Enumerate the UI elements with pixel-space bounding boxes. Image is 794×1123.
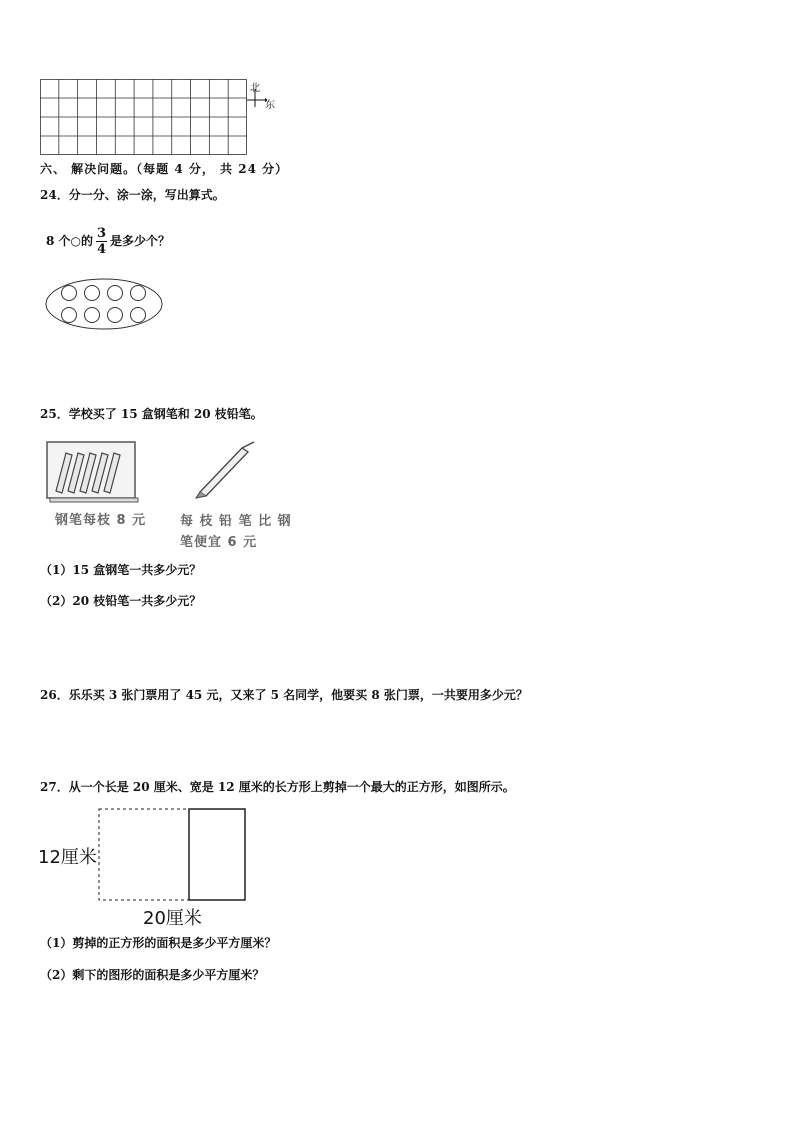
q25-sub2: （2）20 枝铅笔一共多少元？ (40, 594, 202, 608)
circle-item (62, 308, 77, 323)
circle-item (85, 308, 100, 323)
q27-prompt: 27．从一个长是 20 厘米、宽是 12 厘米的长方形上剪掉一个最大的正方形，如图所示。 (40, 780, 515, 794)
pen-box-icon (46, 441, 140, 503)
q26-prompt: 26．乐乐买 3 张门票用了 45 元，又来了 5 名同学，他要买 8 张门票，一共要用多少元？ (40, 688, 528, 702)
width-label: 20厘米 (143, 908, 202, 929)
height-label: 12厘米 (38, 847, 97, 868)
q24-circles-oval (44, 277, 164, 331)
fraction-denominator: 4 (97, 242, 107, 257)
circle-item (131, 286, 146, 301)
circle-item (108, 308, 123, 323)
section-heading: 六、 解决问题。（每题 4 分， 共 24 分） (40, 162, 289, 176)
grid-diagram (40, 79, 247, 155)
circle-item (85, 286, 100, 301)
q24-question (46, 224, 170, 258)
q25-sub1: （1）15 盒钢笔一共多少元？ (40, 563, 202, 577)
q24-prompt: 24．分一分、涂一涂，写出算式。 (40, 188, 225, 202)
compass-east-label: 东 (265, 100, 275, 111)
rectangle-diagram (98, 808, 248, 902)
q27-sub2: （2）剩下的图形的面积是多少平方厘米？ (40, 968, 265, 982)
compass-arrow-icon (247, 89, 267, 109)
q24-question-before: 8 个○的 (46, 234, 93, 248)
pencil-price-caption-line1: 每 枝 铅 笔 比 钢 (180, 514, 292, 529)
circle-item (62, 286, 77, 301)
pencil-price-caption-line2: 笔便宜 6 元 (180, 535, 258, 550)
circle-item (131, 308, 146, 323)
circle-item (108, 286, 123, 301)
compass (247, 79, 283, 115)
pen-price-caption: 钢笔每枝 8 元 (55, 513, 147, 528)
compass-north-label: 北 (250, 83, 260, 94)
q27-sub1: （1）剪掉的正方形的面积是多少平方厘米？ (40, 936, 277, 950)
q25-prompt: 25．学校买了 15 盒钢笔和 20 枝铅笔。 (40, 407, 263, 421)
q24-fraction (96, 226, 107, 257)
q24-question-after: 是多少个？ (110, 234, 171, 248)
fraction-numerator: 3 (97, 226, 107, 241)
pencil-icon (190, 440, 260, 500)
